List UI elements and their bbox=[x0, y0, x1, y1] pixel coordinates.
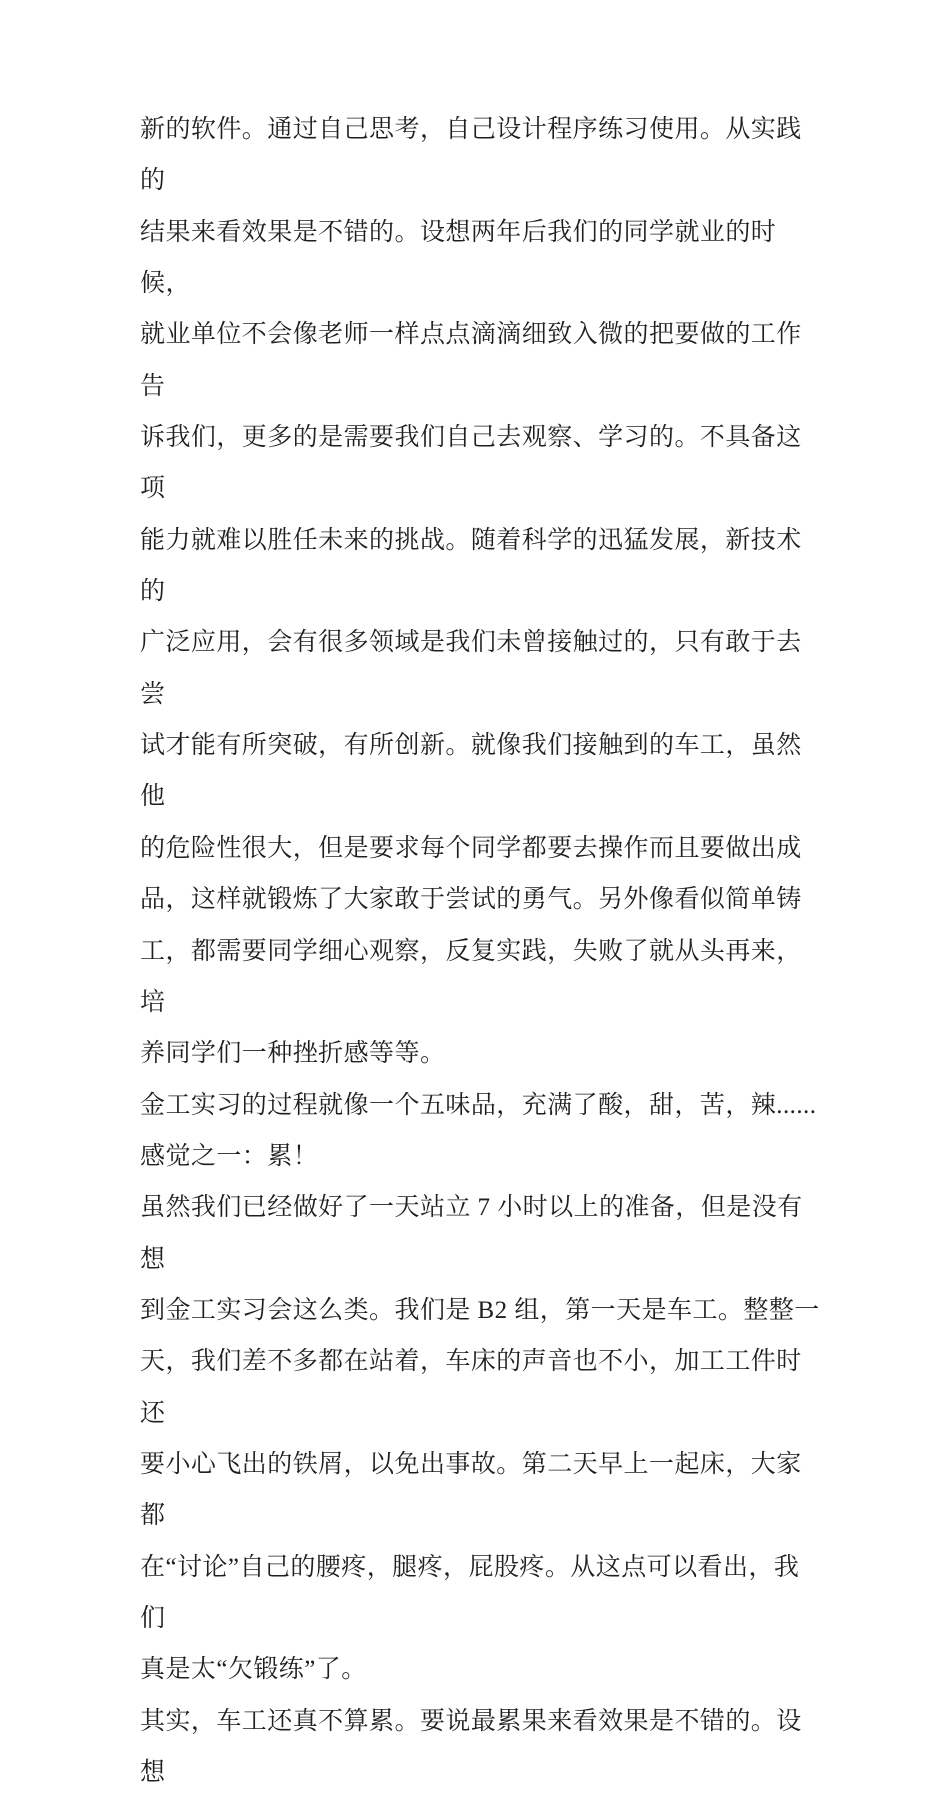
text-line: 试才能有所突破，有所创新。就像我们接触到的车工，虽然他 bbox=[140, 732, 802, 811]
text-line: 真是太“欠锻练”了。 bbox=[140, 1656, 367, 1684]
text-line: 能力就难以胜任未来的挑战。随着科学的迅猛发展，新技术的 bbox=[140, 526, 802, 606]
text-line: 在“讨论”自己的腰疼，腿疼，屁股疼。从这点可以看出，我们 bbox=[140, 1553, 800, 1632]
text-line: 感觉之一：累！ bbox=[140, 1142, 319, 1170]
text-line: 天，我们差不多都在站着，车床的声音也不小，加工工件时还 bbox=[140, 1348, 802, 1427]
text-line: 养同学们一种挫折感等等。 bbox=[140, 1040, 446, 1068]
text-line: 工，都需要同学细心观察，反复实践，失败了就从头再来，培 bbox=[140, 937, 802, 1016]
text-line: 新的软件。通过自己思考，自己设计程序练习使用。从实践的 bbox=[140, 116, 802, 195]
text-line: 到金工实习会这么类。我们是 B2 组，第一天是车工。整整一 bbox=[140, 1296, 820, 1324]
text-line: 的危险性很大，但是要求每个同学都要去操作而且要做出成 bbox=[140, 834, 802, 862]
text-line: 广泛应用，会有很多领域是我们未曾接触过的，只有敢于去尝 bbox=[140, 629, 802, 708]
document-text-block bbox=[140, 104, 820, 1798]
text-line: 其实，车工还真不算累。要说最累果来看效果是不错的。设想 bbox=[140, 1707, 802, 1786]
text-line: 品，这样就锻炼了大家敢于尝试的勇气。另外像看似简单铸 bbox=[140, 886, 802, 914]
text-line: 诉我们，更多的是需要我们自己去观察、学习的。不具备这项 bbox=[140, 424, 802, 503]
text-line: 就业单位不会像老师一样点点滴滴细致入微的把要做的工作告 bbox=[140, 321, 802, 400]
text-line: 要小心飞出的铁屑，以免出事故。第二天早上一起床，大家都 bbox=[140, 1450, 802, 1530]
text-line: 虽然我们已经做好了一天站立 7 小时以上的准备，但是没有想 bbox=[140, 1194, 803, 1273]
text-line: 金工实习的过程就像一个五味品，充满了酸，甜，苦，辣...... bbox=[140, 1091, 817, 1119]
text-line: 结果来看效果是不错的。设想两年后我们的同学就业的时候， bbox=[140, 218, 777, 298]
